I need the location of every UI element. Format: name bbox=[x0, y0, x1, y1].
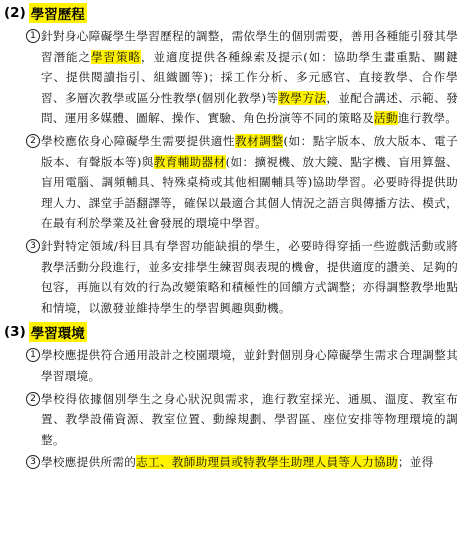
highlighted-phrase: 志工、教師助理員或特教學生助理人員等人力協助 bbox=[136, 455, 398, 470]
text-segment: 針對特定領域/科目具有學習功能缺損的學生，必要時得穿插一些遊戲活動或將教學活動分段進行，並多安排學生練習與表現的機會，提供適度的讚美、足夠的包容，再施以有效的行為改變策略和積極性的回饋方式調整；亦得調整教學地點和情境，以激發並維持學生的學習興趣與動機。 bbox=[41, 238, 458, 315]
list-item bbox=[26, 236, 458, 318]
text-segment: (如：擴視機、放大鏡、點字機、盲用算盤、盲用電腦、調頻輔具、特殊桌椅或其他相關輔具等)協助學習。必要時得提供助理人力、課堂手語翻譯等，確保以最適合其個人情況之語言與傳播方法、模式，在最有利於學業及社會發展的環境中學習。 bbox=[41, 154, 458, 231]
section-number: (3) bbox=[4, 324, 26, 341]
list-item bbox=[26, 345, 458, 386]
highlighted-phrase: 活動 bbox=[374, 111, 398, 126]
highlighted-phrase: 教育輔助器材 bbox=[153, 154, 226, 169]
circled-number-marker: 2 bbox=[26, 134, 40, 148]
highlighted-phrase: 教材調整 bbox=[234, 133, 284, 148]
highlighted-phrase: 教學方法 bbox=[278, 90, 327, 105]
text-segment: 學校得依據個別學生之身心狀況與需求，進行教室採光、通風、溫度、教室布置、教學設備資源、教室位置、動線規劃、學習區、座位安排等物理環境的調整。 bbox=[41, 391, 458, 447]
circled-number-marker: 3 bbox=[26, 455, 40, 469]
text-segment: ；並得 bbox=[397, 455, 434, 470]
paragraph-text bbox=[41, 452, 458, 473]
paragraph-text bbox=[41, 389, 458, 451]
text-segment: (如：點字版本、放大版本、電子版本、有聲版本等)與 bbox=[41, 133, 459, 169]
item-list bbox=[4, 345, 458, 473]
section-heading-learning-process bbox=[4, 3, 458, 23]
circled-number-marker: 1 bbox=[26, 348, 40, 362]
circled-number-marker: 1 bbox=[26, 29, 40, 43]
item-list bbox=[4, 26, 458, 318]
text-segment: ，並適度提供各種線索及提示(如：協助學生畫重點、關鍵字、提供閱讀指引、組織圖等)；採工作分析、多元感官、直接教學、合作學習、多層次教學或區分性教學(個別化教學)等 bbox=[41, 49, 459, 105]
section-heading-learning-environment bbox=[4, 322, 458, 342]
list-item bbox=[26, 131, 458, 234]
list-item bbox=[26, 389, 458, 451]
section-title: 學習環境 bbox=[29, 322, 87, 342]
circled-number-marker: 2 bbox=[26, 392, 40, 406]
section-number: (2) bbox=[4, 5, 26, 21]
text-segment: ，並配合講述、示範、發問、運用多媒體、圖解、操作、實驗、角色扮演等不同的策略及 bbox=[41, 90, 458, 126]
text-segment: 學校應提供所需的 bbox=[41, 455, 137, 470]
section-title: 學習歷程 bbox=[29, 3, 87, 23]
paragraph-text bbox=[41, 26, 458, 129]
list-item bbox=[26, 26, 458, 129]
highlighted-phrase: 學習策略 bbox=[90, 49, 141, 64]
text-segment: 學校應依身心障礙學生需要提供適性 bbox=[41, 133, 235, 148]
text-segment: 針對身心障礙學生學習歷程的調整，需依學生的個別需要，善用各種能引發其學習潛能之 bbox=[41, 29, 458, 64]
text-segment: 學校應提供符合通用設計之校園環境，並針對個別身心障礙學生需求合理調整其學習環境。 bbox=[41, 348, 458, 383]
text-segment: 進行教學。 bbox=[397, 111, 458, 126]
paragraph-text bbox=[41, 131, 458, 234]
list-item bbox=[26, 452, 458, 473]
paragraph-text bbox=[41, 345, 458, 386]
circled-number-marker: 3 bbox=[26, 239, 40, 253]
paragraph-text bbox=[41, 236, 458, 318]
